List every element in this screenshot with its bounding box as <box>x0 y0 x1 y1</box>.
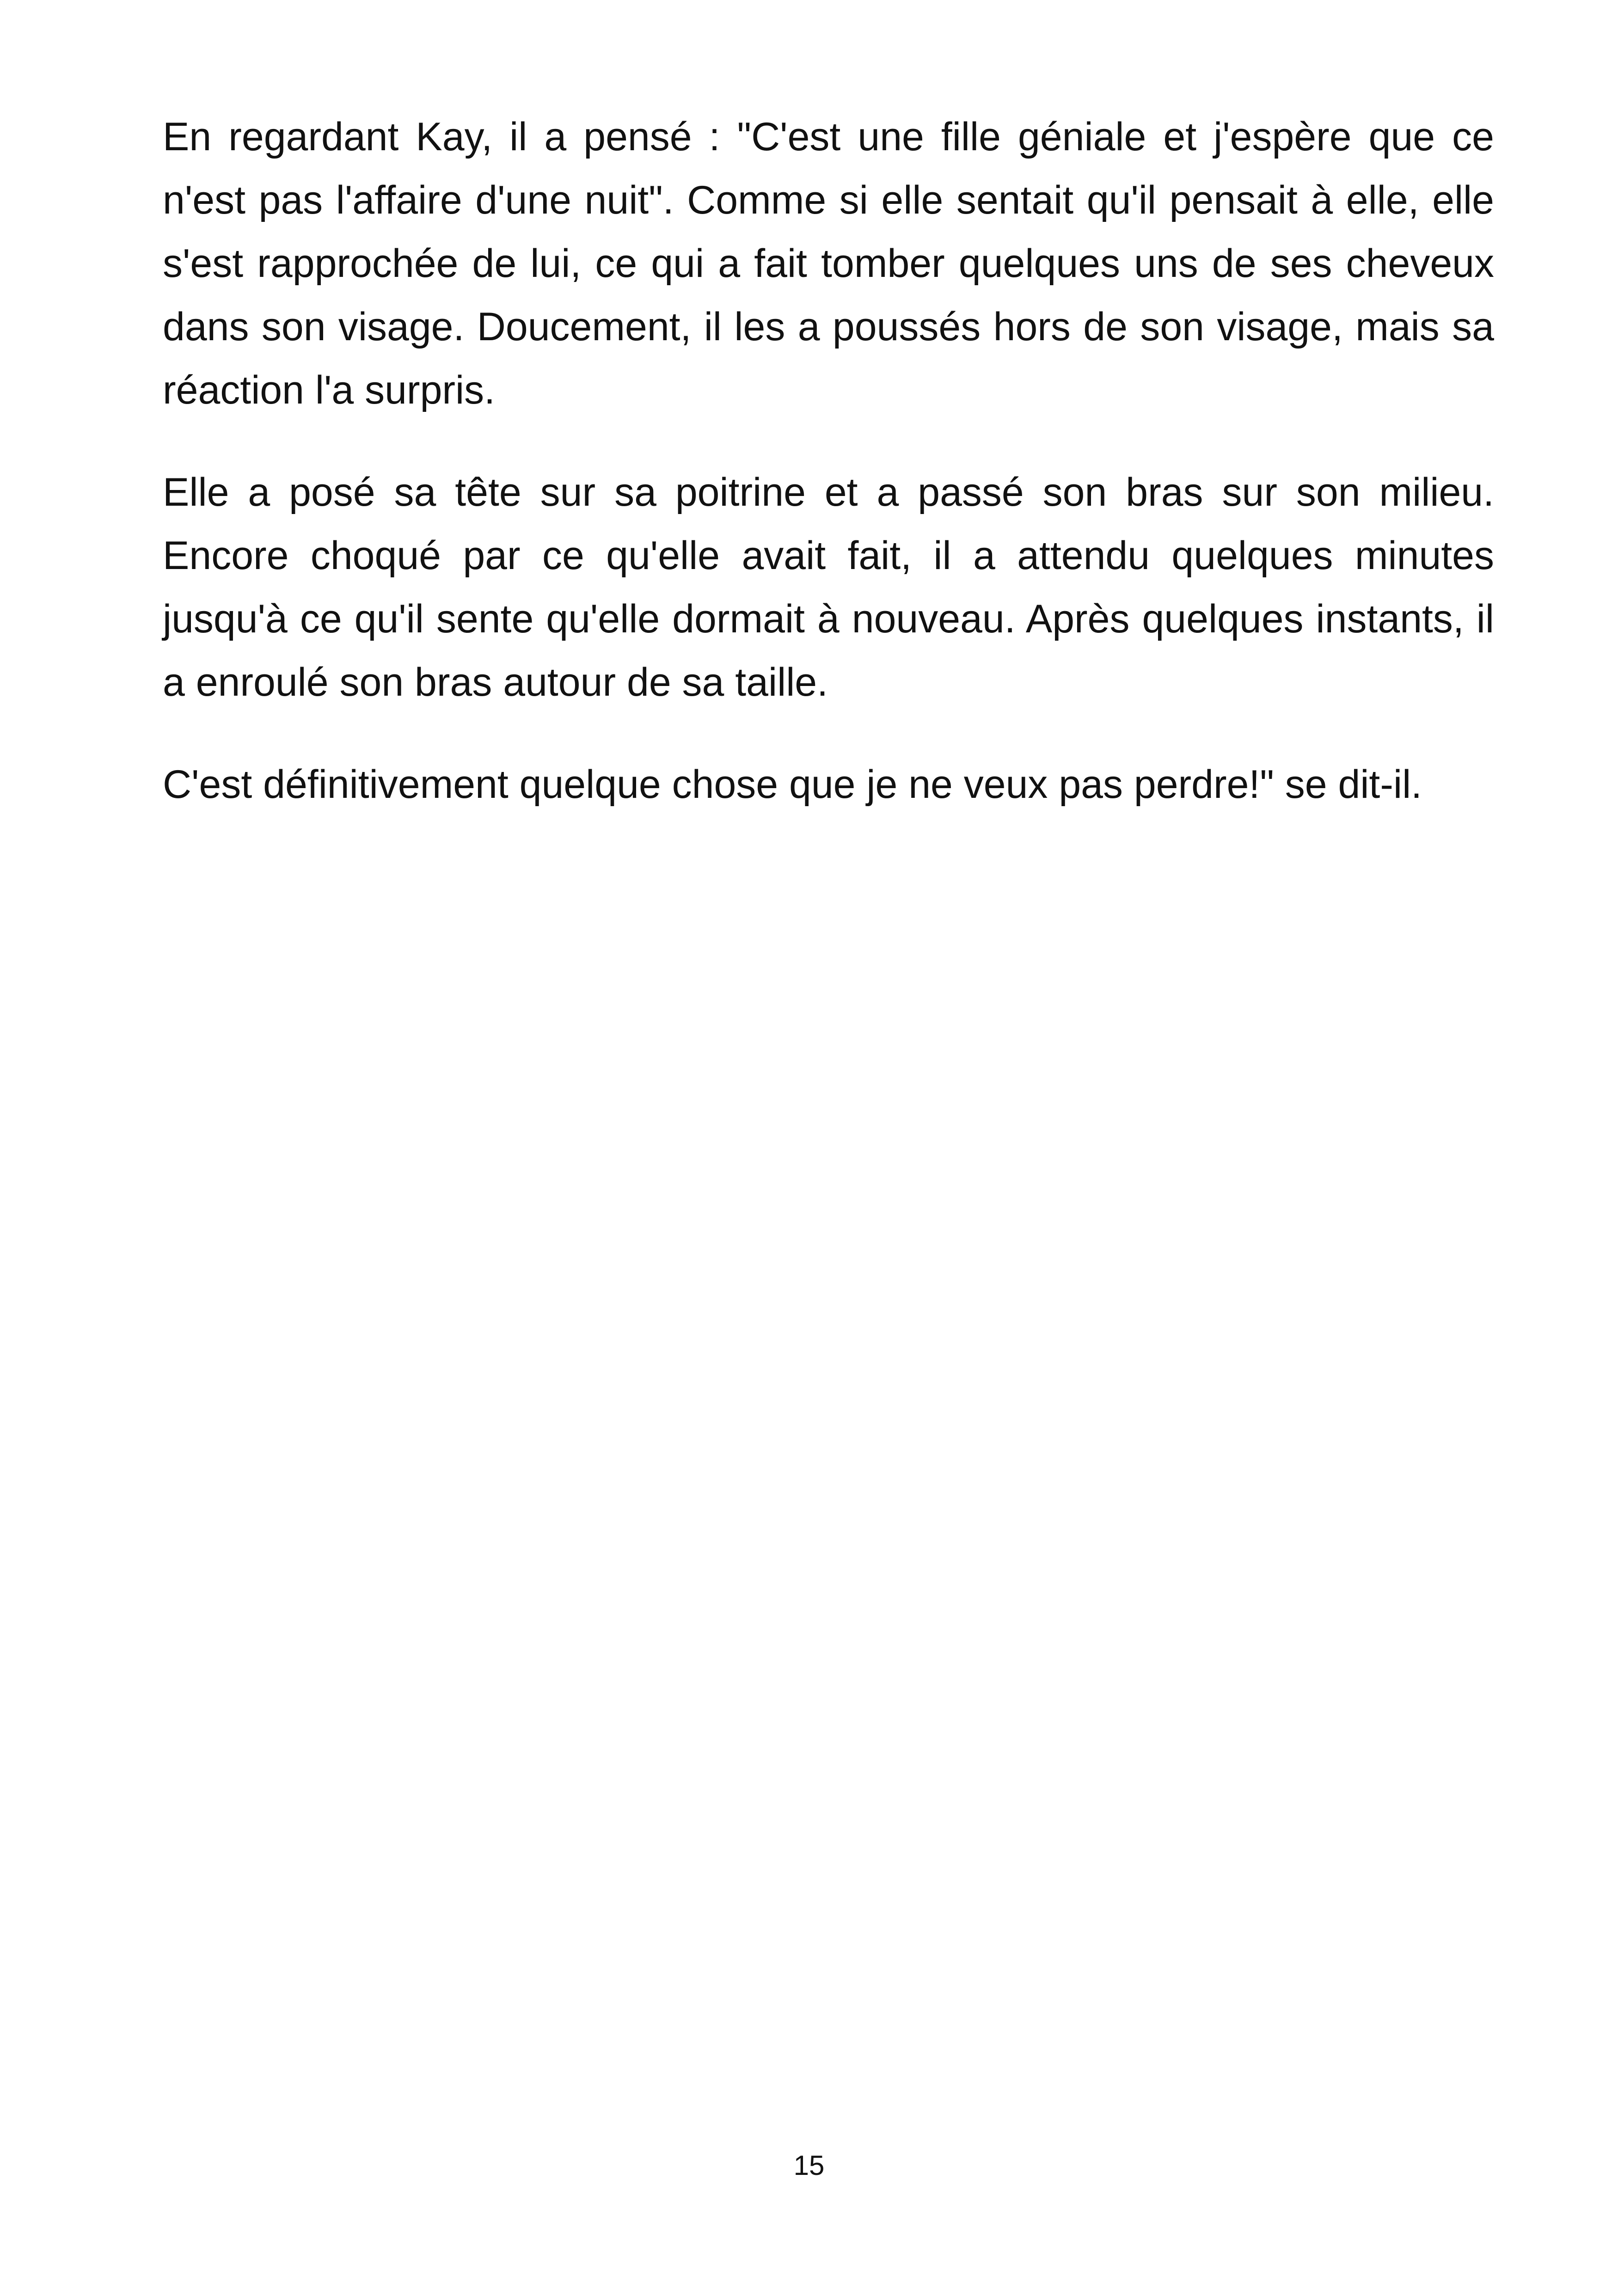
paragraph-1: En regardant Kay, il a pensé : "C'est une fille géniale et j'espère que ce n'est pas l'affaire d'une nuit". Comme si elle sentait qu'il pensait à elle, elle s'est rapprochée de lui, ce qui a fait tomber quelques uns de ses cheveux dans son visage. Doucement, il les a poussés hors de son visage, mais sa réaction l'a surpris. <box>163 115 1494 412</box>
page-number: 15 <box>793 2150 825 2181</box>
page-body <box>163 105 1494 855</box>
paragraph-2: Elle a posé sa tête sur sa poitrine et a passé son bras sur son milieu. Encore choqué par ce qu'elle avait fait, il a attendu quelques minutes jusqu'à ce qu'il sente qu'elle dormait à nouveau. Après quelques instants, il a enroulé son bras autour de sa taille. <box>163 470 1494 704</box>
paragraph-3: C'est définitivement quelque chose que je ne veux pas perdre!" se dit-il. <box>163 762 1422 807</box>
